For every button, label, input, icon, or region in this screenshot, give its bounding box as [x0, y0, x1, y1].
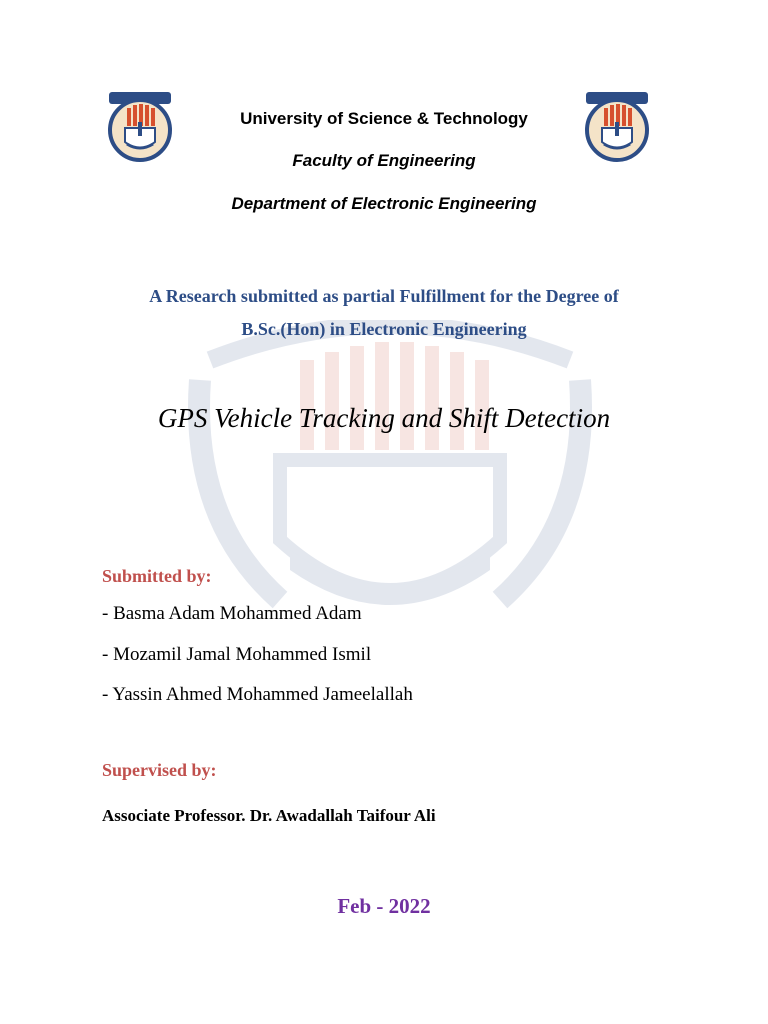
department-name: Department of Electronic Engineering [231, 194, 537, 213]
submitted-by-label: Submitted by: [102, 566, 212, 586]
member-name: - Mozamil Jamal Mohammed Ismil [102, 644, 372, 665]
research-statement-line2: B.Sc.(Hon) in Electronic Engineering [241, 319, 527, 339]
university-name: University of Science & Technology [240, 109, 528, 128]
research-statement-line1: A Research submitted as partial Fulfillment for the Degree of [149, 286, 619, 306]
faculty-name: Faculty of Engineering [292, 151, 476, 170]
member-name: - Yassin Ahmed Mohammed Jameelallah [102, 684, 413, 705]
supervised-by-label: Supervised by: [102, 760, 217, 780]
project-title: GPS Vehicle Tracking and Shift Detection [157, 403, 611, 433]
crest-watermark [170, 320, 610, 650]
member-name: - Basma Adam Mohammed Adam [102, 603, 362, 624]
submission-date: Feb - 2022 [337, 894, 431, 918]
supervisor-name: Associate Professor. Dr. Awadallah Taifour Ali [102, 806, 436, 825]
